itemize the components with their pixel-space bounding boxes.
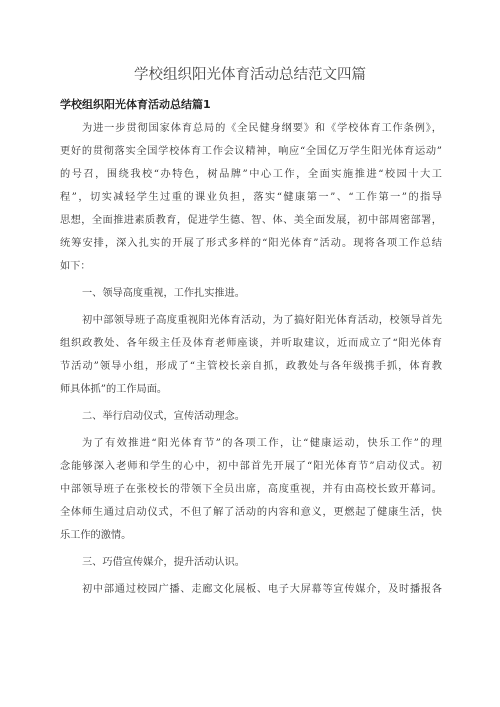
paragraph-line: 组织政教处、各年级主任及体育老师座谈，并听取建议，近而成立了“阳光体育: [60, 338, 442, 349]
paragraph-line: 师具体抓”的工作局面。: [60, 384, 168, 395]
paragraph-line: 初中部通过校园广播、走廊文化展板、电子大屏幕等宣传媒介，及时播报各: [82, 584, 442, 595]
document-title: 学校组织阳光体育活动总结范文四篇: [134, 67, 366, 83]
paragraph-line: 初中部领导班子高度重视阳光体育活动，为了搞好阳光体育活动，校领导首先: [82, 315, 442, 326]
paragraph-line: 中部领导班子在张校长的带领下全员出席，高度重视，并有由高校长致开幕词。: [60, 484, 442, 495]
paragraph-line: 乐工作的激情。: [60, 530, 132, 541]
paragraph-line: 全体师生通过启动仪式，不但了解了活动的内容和意义，更燃起了健康生活，快: [60, 507, 442, 518]
paragraph-line: 念能够深入老师和学生的心中，初中部首先开展了“阳光体育节”启动仪式。初: [60, 461, 442, 472]
paragraph-line: 思想，全面推进素质教育，促进学生德、智、体、美全面发展，初中部周密部署，: [60, 215, 442, 226]
list-heading: 一、领导高度重视，工作扎实推进。: [82, 288, 245, 299]
paragraph-line: 为了有效推进“阳光体育节”的各项工作，让“健康运动，快乐工作”的理: [82, 438, 442, 449]
list-heading: 二、举行启动仪式，宣传活动理念。: [82, 411, 245, 422]
list-heading: 三、巧借宣传媒介，提升活动认识。: [82, 557, 245, 568]
paragraph-line: 程”，切实减轻学生过重的课业负担，落实“健康第一”、“工作第一”的指导: [60, 192, 442, 203]
paragraph-line: 的号召，围绕我校“办特色，树品牌”中心工作，全面实施推进“校园十大工: [60, 169, 442, 180]
paragraph-line: 如下：: [60, 261, 91, 272]
section-heading: 学校组织阳光体育活动总结篇1: [60, 98, 211, 111]
paragraph-line: 更好的贯彻落实全国学校体育工作会议精神，响应“全国亿万学生阳光体育运动”: [60, 146, 442, 157]
paragraph-line: 节活动”领导小组，形成了“主管校长亲自抓，政教处与各年级携手抓，体育教: [60, 361, 442, 372]
paragraph-line: 为进一步贯彻国家体育总局的《全民健身纲要》和《学校体育工作条例》，: [82, 123, 442, 134]
paragraph-line: 统筹安排，深入扎实的开展了形式多样的“阳光体育”活动。现将各项工作总结: [60, 238, 442, 249]
